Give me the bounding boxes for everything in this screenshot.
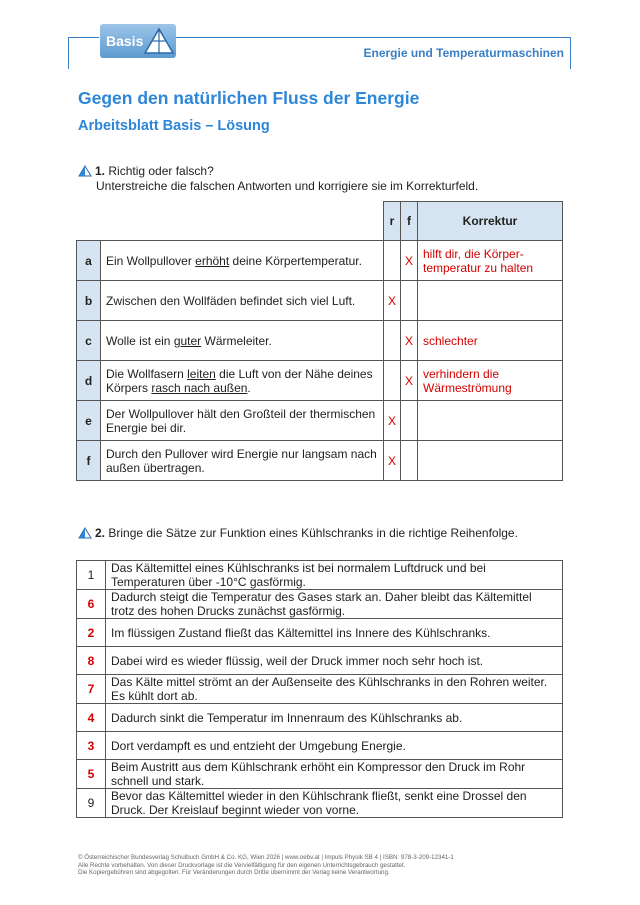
header-title: Energie und Temperaturmaschinen: [363, 46, 564, 60]
row-statement: Der Wollpullover hält den Großteil der thermischen Energie bei dir.: [101, 401, 384, 441]
task1-heading: [78, 164, 478, 194]
order-number: 5: [77, 760, 106, 789]
cell-korrektur: [418, 281, 563, 321]
order-number: 6: [77, 590, 106, 619]
row-letter: e: [77, 401, 101, 441]
footer-line: Alle Rechte vorbehalten. Von dieser Druckvorlage ist die Vervielfältigung für den eigenen Unterrichtsgebrauch gestattet.: [78, 861, 406, 869]
table-row: [77, 401, 563, 441]
order-number: 8: [77, 647, 106, 675]
underlined-text: guter: [173, 333, 202, 348]
order-number: 3: [77, 732, 106, 760]
cell-f: X: [401, 241, 418, 281]
table-row: [77, 760, 563, 789]
statement-text: Ein Wollpullover: [106, 253, 196, 268]
cell-korrektur: [418, 441, 563, 481]
task1-number: 1.: [95, 164, 106, 178]
triangle-level-icon: [78, 165, 92, 177]
row-statement: Durch den Pullover wird Energie nur langsam nach außen übertragen.: [101, 441, 384, 481]
row-statement: [101, 241, 384, 281]
table-row: [77, 361, 563, 401]
table-row: [77, 789, 563, 818]
table-row: [77, 561, 563, 590]
task1-instruction: Unterstreiche die falschen Antworten und korrigiere sie im Korrekturfeld.: [96, 179, 479, 193]
table-row: [77, 675, 563, 704]
cell-korrektur: schlechter: [418, 321, 563, 361]
order-number: 9: [77, 789, 106, 818]
page-title: Gegen den natürlichen Fluss der Energie: [78, 88, 420, 108]
logo-text: Basis: [106, 33, 144, 49]
header-frame: [68, 37, 99, 69]
footer: [78, 854, 454, 877]
table-header-blank: [77, 202, 384, 241]
cell-korrektur: [418, 401, 563, 441]
cell-f: X: [401, 361, 418, 401]
cell-korrektur: hilft dir, die Körper-temperatur zu halten: [418, 241, 563, 281]
task1-question: Richtig oder falsch?: [108, 164, 214, 178]
row-letter: f: [77, 441, 101, 481]
task2-instruction: Bringe die Sätze zur Funktion eines Kühlschranks in die richtige Reihenfolge.: [108, 526, 518, 540]
footer-line: Die Kopiergebühren sind abgegolten. Für Veränderungen durch Dritte übernimmt der Verlag keine Verantwortung.: [78, 869, 390, 876]
underlined-text: rasch nach außen: [151, 380, 248, 395]
row-letter: c: [77, 321, 101, 361]
footer-line: © Österreichischer Bundesverlag Schulbuch GmbH & Co. KG, Wien 2026 | www.oebv.at | Impuls Physik SB 4 | ISBN: 978-3-209-12341-1: [78, 854, 454, 861]
table-row: [77, 441, 563, 481]
table-row: [77, 241, 563, 281]
order-sentence: Dort verdampft es und entzieht der Umgebung Energie.: [106, 732, 563, 760]
cell-r: X: [384, 281, 401, 321]
table-row: [77, 647, 563, 675]
order-sentence: Bevor das Kältemittel wieder in den Kühlschrank fließt, senkt eine Drossel den Druck. Der Kreislauf beginnt wieder von vorne.: [106, 789, 563, 818]
order-number: 1: [77, 561, 106, 590]
table-row: [77, 619, 563, 647]
logo-triangle-icon: [144, 27, 174, 55]
col-korrektur-header: Korrektur: [418, 202, 563, 241]
order-table: [76, 560, 563, 818]
task2-number: 2.: [95, 526, 106, 540]
order-sentence: Das Kältemittel eines Kühlschranks ist bei normalem Luftdruck und bei Temperaturen über -10°C gasförmig.: [106, 561, 563, 590]
cell-r: X: [384, 441, 401, 481]
table-row: [77, 281, 563, 321]
table-row: [77, 590, 563, 619]
row-statement: Zwischen den Wollfäden befindet sich viel Luft.: [101, 281, 384, 321]
col-f-header: f: [401, 202, 418, 241]
cell-f: X: [401, 321, 418, 361]
cell-f: [401, 401, 418, 441]
order-sentence: Dabei wird es wieder flüssig, weil der Druck immer noch sehr hoch ist.: [106, 647, 563, 675]
triangle-level-icon: [78, 527, 92, 539]
order-sentence: Im flüssigen Zustand fließt das Kältemittel ins Innere des Kühlschranks.: [106, 619, 563, 647]
true-false-table: [76, 201, 563, 481]
cell-r: [384, 241, 401, 281]
cell-r: [384, 321, 401, 361]
page-subtitle: Arbeitsblatt Basis – Lösung: [78, 118, 270, 134]
statement-text: Die Wollfasern: [106, 366, 188, 381]
underlined-text: erhöht: [195, 253, 230, 268]
order-sentence: Dadurch steigt die Temperatur des Gases stark an. Daher bleibt das Kältemittel trotz des hohen Drucks zunächst gasförmig.: [106, 590, 563, 619]
table-row: [77, 704, 563, 732]
row-letter: d: [77, 361, 101, 401]
order-sentence: Das Kälte mittel strömt an der Außenseite des Kühlschranks in den Rohren weiter. Es kühlt dort ab.: [106, 675, 563, 704]
cell-f: [401, 281, 418, 321]
cell-korrektur: verhindern die Wärmeströmung: [418, 361, 563, 401]
row-letter: a: [77, 241, 101, 281]
cell-f: [401, 441, 418, 481]
order-sentence: Beim Austritt aus dem Kühlschrank erhöht ein Kompressor den Druck im Rohr schnell und stark.: [106, 760, 563, 789]
statement-text: die Luft von der Nähe deines Körpers: [106, 366, 373, 395]
underlined-text: leiten: [187, 366, 216, 381]
statement-text: Wolle ist ein: [106, 333, 174, 348]
cell-r: X: [384, 401, 401, 441]
basis-logo: [100, 24, 176, 58]
table-row: [77, 732, 563, 760]
row-statement: [101, 321, 384, 361]
statement-text: Wärmeleiter.: [201, 333, 272, 348]
statement-text: .: [247, 380, 251, 395]
table-row: [77, 321, 563, 361]
task2-heading: [78, 526, 518, 541]
order-number: 4: [77, 704, 106, 732]
cell-r: [384, 361, 401, 401]
order-sentence: Dadurch sinkt die Temperatur im Innenraum des Kühlschranks ab.: [106, 704, 563, 732]
order-number: 2: [77, 619, 106, 647]
col-r-header: r: [384, 202, 401, 241]
row-statement: [101, 361, 384, 401]
row-letter: b: [77, 281, 101, 321]
statement-text: deine Körpertemperatur.: [229, 253, 362, 268]
order-number: 7: [77, 675, 106, 704]
